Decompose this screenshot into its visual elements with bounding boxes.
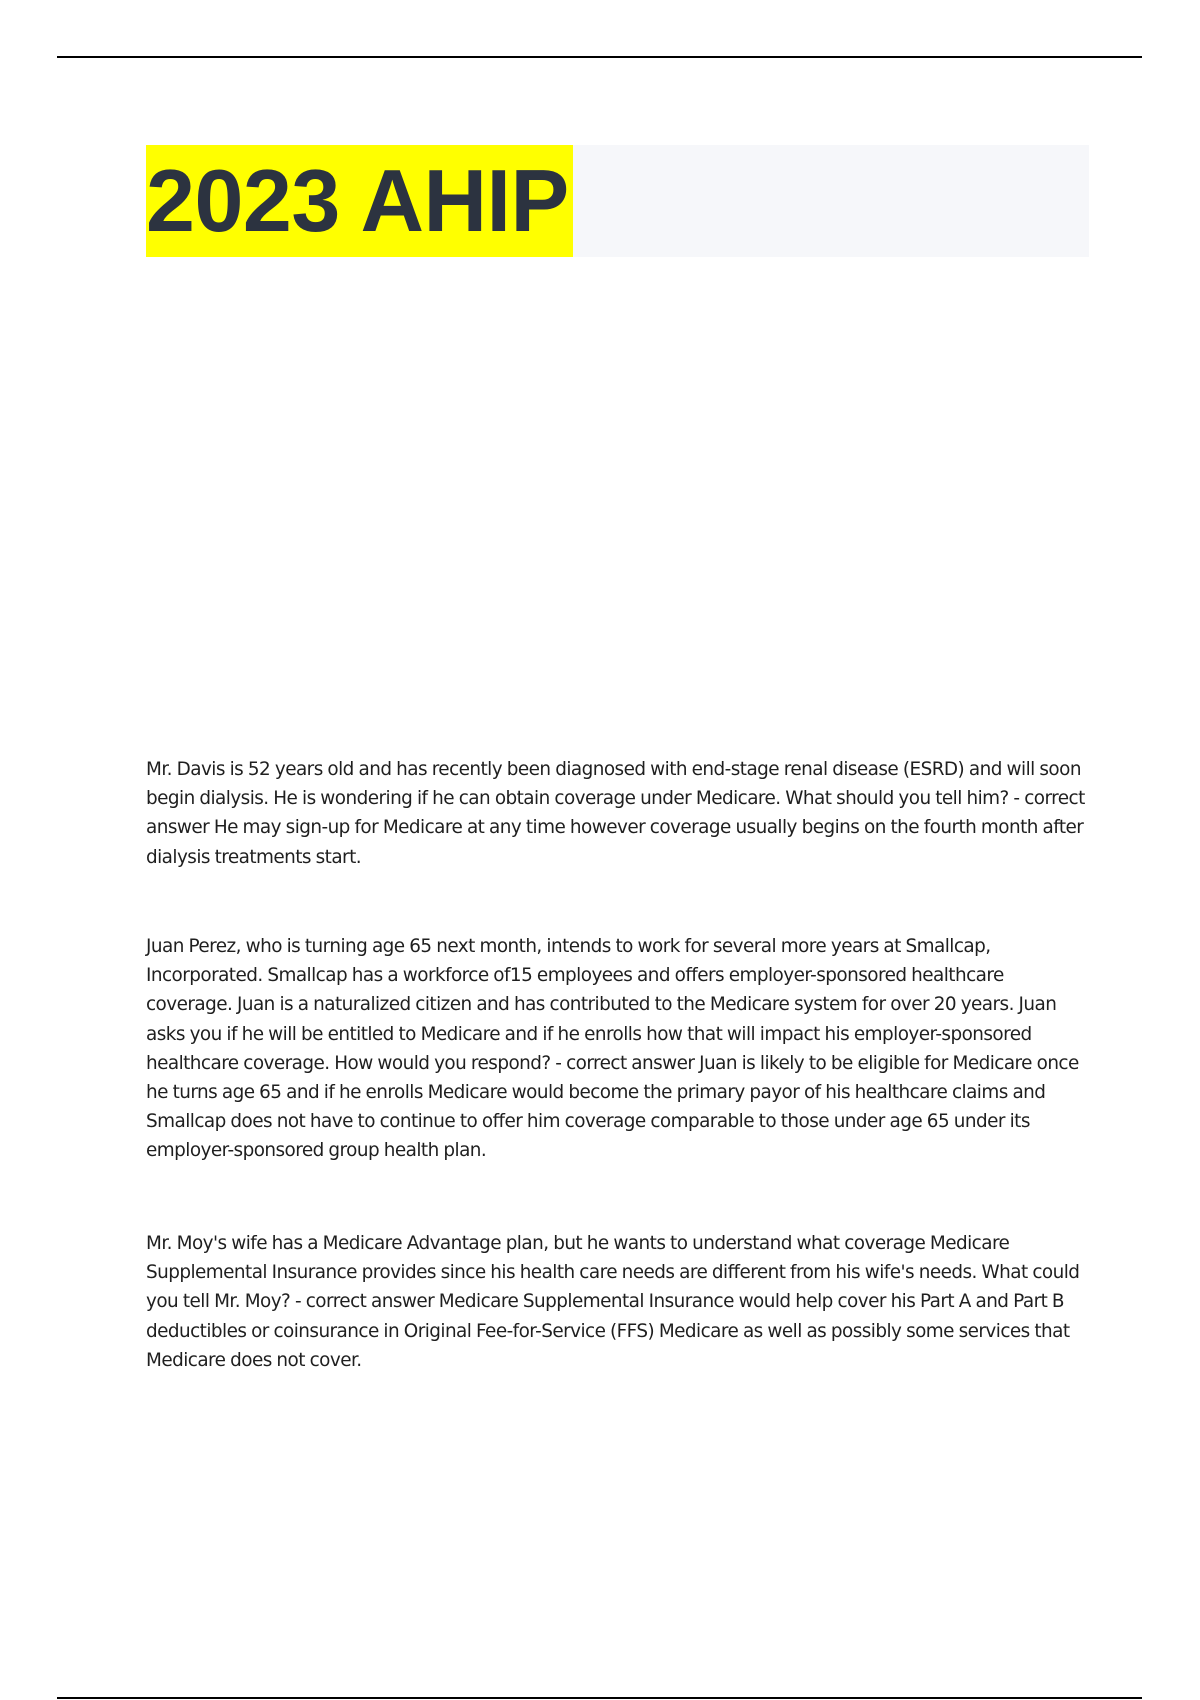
qa-item-2: Juan Perez, who is turning age 65 next month, intends to work for several more years at Smallcap, Incorporated. Smallcap has a workforce of15 employees and offers employer-sponsored healthcare coverage. Juan is a naturalized citizen and has contributed to the Medicare system for over 20 years. Juan asks you if he will be entitled to Medicare and if he enrolls how that will impact his employer-sponsored healthcare coverage. How would you respond? - correct answer Juan is likely to be eligible for Medicare once he turns age 65 and if he enrolls Medicare would become the primary payor of his healthcare claims and Smallcap does not have to continue to offer him coverage comparable to those under age 65 under its employer-sponsored group health plan. xyxy=(146,936,1079,1162)
document-title: 2023 AHIP xyxy=(146,151,569,250)
qa-item-3: Mr. Moy's wife has a Medicare Advantage plan, but he wants to understand what coverage Medicare Supplemental Insurance provides since his health care needs are different from his wife's needs. What could you tell Mr. Moy? - correct answer Medicare Supplemental Insurance would help cover his Part A and Part B deductibles or coinsurance in Original Fee-for-Service (FFS) Medicare as well as possibly some services that Medicare does not cover. xyxy=(146,1233,1080,1371)
top-rule xyxy=(57,56,1142,58)
title-highlight xyxy=(146,145,573,257)
qa-item-1: Mr. Davis is 52 years old and has recently been diagnosed with end-stage renal disease (ESRD) and will soon begin dialysis. He is wondering if he can obtain coverage under Medicare. What should you tell him? - correct answer He may sign-up for Medicare at any time however coverage usually begins on the fourth month after dialysis treatments start. xyxy=(146,759,1085,868)
bottom-rule xyxy=(57,1697,1142,1699)
